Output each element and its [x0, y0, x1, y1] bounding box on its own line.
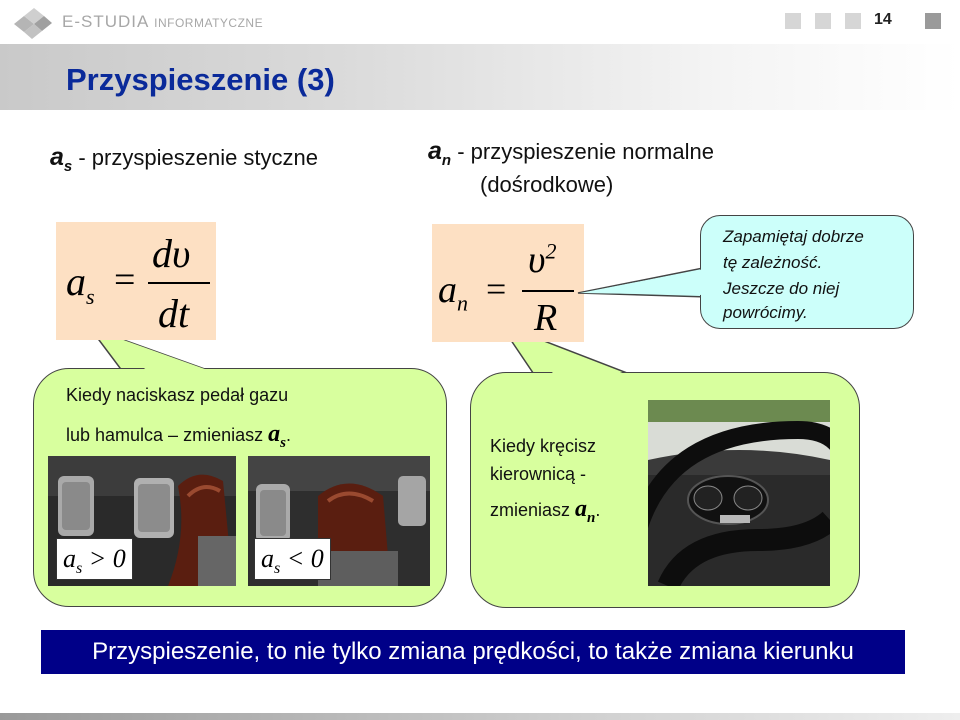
normal-fraction-bar — [522, 290, 574, 292]
summary-banner: Przyspieszenie, to nie tylko zmiana prędkości, to także zmiana kierunku — [41, 630, 905, 674]
tangential-fraction-bar — [148, 282, 210, 284]
normal-symbol-sub: n — [441, 152, 452, 169]
tangential-symbol-sub: s — [63, 158, 73, 175]
tangential-heading — [50, 143, 318, 175]
right-bubble-line2: kierownicą - — [490, 464, 587, 484]
normal-heading — [428, 137, 714, 169]
normal-symbol: a — [428, 137, 442, 165]
nav-first-button[interactable] — [785, 13, 801, 29]
tangential-formula-box — [56, 222, 216, 340]
tangential-heading-text: - przyspieszenie styczne — [72, 145, 319, 170]
normal-formula-denominator: R — [534, 297, 558, 339]
nav-prev-button[interactable] — [815, 13, 831, 29]
nav-next-button[interactable] — [845, 13, 861, 29]
pedal-photo-accelerate — [48, 456, 236, 586]
callout-pointer-fill — [570, 255, 710, 315]
tangential-symbol: a — [50, 143, 64, 171]
left-bubble-line1: Kiedy naciskasz pedał gazu — [66, 385, 289, 405]
right-bubble-line1: Kiedy kręcisz — [490, 436, 597, 456]
brake-label: $a_s < 0$ — [254, 538, 331, 580]
brand-sub: INFORMATYCZNE — [154, 16, 264, 30]
normal-formula-eq: = — [486, 269, 507, 309]
slide-title: Przyspieszenie (3) — [66, 62, 335, 97]
memo-callout — [700, 215, 914, 329]
page-number: 14 — [874, 11, 892, 28]
tangential-formula-lhs: $a_s$ — [66, 259, 95, 309]
callout-line1: Zapamiętaj dobrze — [723, 227, 864, 246]
brand-name — [62, 12, 263, 32]
normal-heading-line2: (dośrodkowe) — [480, 172, 614, 197]
pedal-photo-brake — [248, 456, 430, 586]
nav-last-button[interactable] — [925, 13, 941, 29]
tangential-formula-denominator: dt — [158, 291, 190, 336]
right-bubble-line3: zmieniasz $a_n$. — [490, 496, 601, 526]
normal-formula-numerator: $\upsilon^2$ — [528, 238, 557, 281]
tangential-formula-eq: = — [114, 259, 136, 301]
steering-wheel-photo — [648, 400, 830, 586]
bottom-divider — [0, 713, 960, 720]
normal-heading-text: - przyspieszenie normalne — [451, 139, 714, 164]
normal-formula-lhs: $a_n$ — [438, 269, 468, 316]
tangential-formula-numerator: dυ — [152, 231, 191, 276]
callout-line3: Jeszcze do niej — [723, 279, 840, 298]
accelerate-label: $a_s > 0$ — [56, 538, 133, 580]
callout-line2: tę zależność. — [723, 253, 823, 272]
callout-line4: powrócimy. — [723, 303, 808, 322]
normal-formula-box — [432, 224, 584, 342]
logo-icon — [10, 6, 54, 40]
left-bubble-line2: lub hamulca – zmieniasz $a_s$. — [66, 421, 291, 451]
brand-main: E-STUDIA — [62, 12, 149, 31]
